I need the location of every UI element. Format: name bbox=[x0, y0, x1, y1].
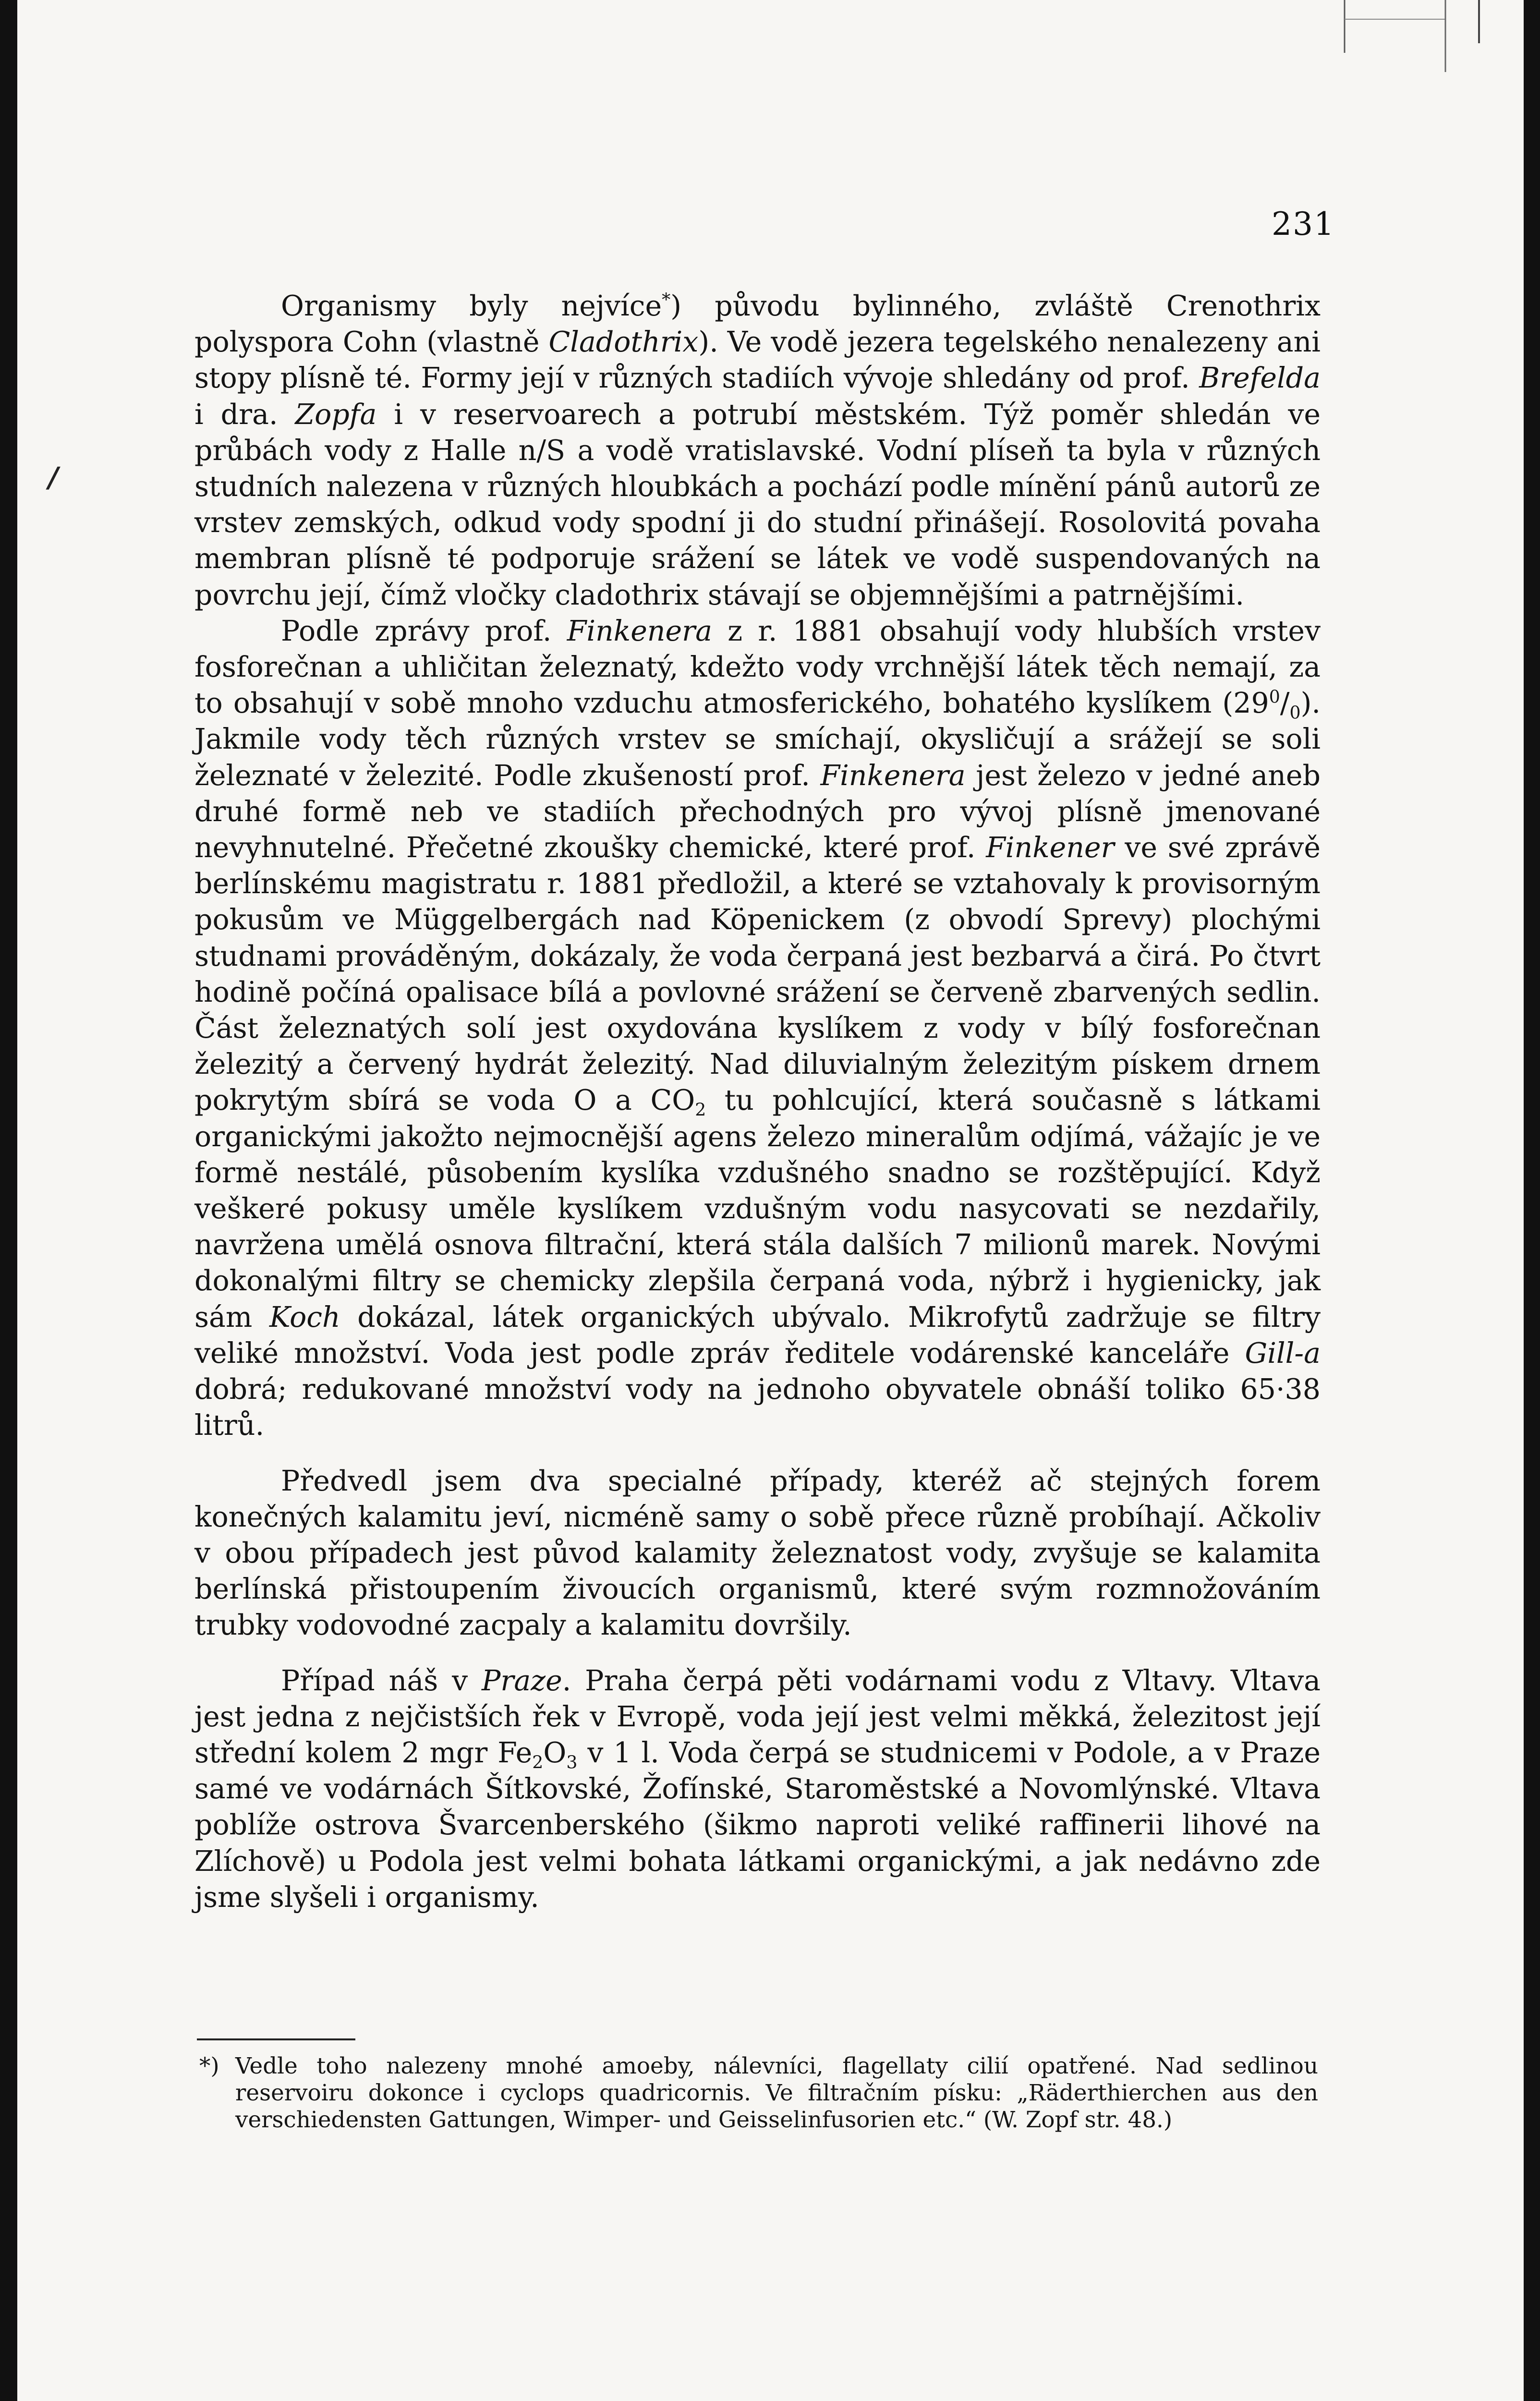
margin-mark: / bbox=[48, 461, 59, 494]
footnote-divider bbox=[197, 2038, 355, 2040]
footnote bbox=[199, 2053, 1318, 2134]
corner-registration-marks bbox=[1335, 0, 1489, 72]
paragraph-run-italic: Brefelda bbox=[1199, 362, 1321, 395]
body-text bbox=[194, 288, 1321, 1916]
footnote-run-text: Vedle toho nalezeny mnohé amoeby, nálevníci, flagellaty cilií opatřené. Nad sedlinou reservoiru dokonce i cyclops quadricornis. Ve filtračním písku: „Räderthierchen aus den verschiedensten Gattungen, Wimper- und Geisselinfusorien etc.“ (W. Zopf str. 48.) bbox=[235, 2053, 1318, 2133]
paragraph-run-text: z r. 1881 obsahují vody hlubších vrstev fosforečnan a uhličitan železnatý, kdežto vody vrchnější látek těch nemají, za to obsahují v sobě mnoho vzduchu atmosferického, bohatého kyslíkem (29 bbox=[194, 614, 1321, 720]
paragraph-run-text: Organismy byly nejvíce bbox=[281, 290, 662, 322]
paragraph-run-italic: Zopfa bbox=[295, 398, 377, 431]
footnote-text bbox=[235, 2053, 1318, 2133]
paragraph-run-italic: Gill-a bbox=[1245, 1336, 1321, 1370]
paragraph-run-text: Podle zprávy prof. bbox=[281, 614, 567, 647]
page-number: 231 bbox=[1272, 206, 1335, 243]
paragraph-run-text: Předvedl jsem dva specialné případy, kteréž ač stejných forem konečných kalamitu jeví, nicméně samy o sobě přece různě probíhají. Ačkoliv v obou případech jest původ kalamity železnatost vody, zvyšuje se kalamita berlínská přistoupením živoucích organismů, které svým rozmnožováním trubky vodovodné zacpaly a kalamitu dovršily. bbox=[194, 1464, 1321, 1642]
paragraph-run-text: ve své zprávě berlínskému magistratu r. 1881 předložil, a které se vztahovaly k provisorným pokusům ve Müggelbergách nad Köpenickem (z obvodí Sprevy) plochými studnami prováděným, dokázaly, že voda čerpaná jest bezbarvá a čirá. Po čtvrt hodině počíná opalisace bílá a povlovné srážení se červeně zbarvených sedlin. Část železnatých solí jest oxydována kyslíkem z vody v bílý fosforečnan železitý a červený hydrát železitý. Nad diluvialným železitým pískem drnem pokrytým sbírá se voda O a CO bbox=[194, 831, 1321, 1117]
footnote-marker: *) bbox=[199, 2053, 219, 2079]
paragraph bbox=[194, 288, 1321, 613]
paragraph bbox=[194, 1463, 1321, 1644]
paragraph bbox=[194, 613, 1321, 1444]
paragraph-run-italic: Finkenera bbox=[820, 759, 966, 792]
paragraph-run-text: ). Jakmile vody těch různých vrstev se smíchají, okysličují a srážejí se soli železnaté v železité. Podle zkušeností prof. bbox=[194, 687, 1321, 792]
paragraph-run-text: jest železo v jedné aneb druhé formě neb ve stadiích přechodných pro vývoj plísně jmenované nevyhnutelné. Přečetné zkoušky chemické, které prof. bbox=[194, 759, 1321, 864]
scan-edge-left bbox=[0, 0, 17, 2401]
paragraph-run-text: ) původu bylinného, zvláště Crenothrix polyspora Cohn (vlastně bbox=[194, 290, 1321, 359]
paragraph-run-subscript: 3 bbox=[566, 1752, 578, 1773]
paragraph-run-italic: Finkener bbox=[986, 831, 1115, 864]
paragraph-run-text: dokázal, látek organických ubývalo. Mikrofytů zadržuje se filtry veliké množství. Voda jest podle zpráv ředitele vodárenské kanceláře bbox=[194, 1300, 1321, 1370]
paragraph-run-superscript: 0 bbox=[1269, 686, 1280, 707]
paragraph-run-subscript: 0 bbox=[1289, 702, 1301, 723]
paragraph-run-text: tu pohlcující, která současně s látkami organickými jakožto nejmocnější agens železo mineralům odjímá, vážajíc je ve formě nestálé, působením kyslíka vzdušného snadno se rozštěpující. Když veškeré pokusy uměle kyslíkem vzdušným vodu nasycovati se nezdařily, navržena umělá osnova filtrační, která stála dalších 7 milionů marek. Novými dokonalými filtry se chemicky zlepšila čerpaná voda, nýbrž i hygienicky, jak sám bbox=[194, 1084, 1321, 1334]
scan-edge-right bbox=[1524, 0, 1540, 2401]
paragraph-run-text: ). Ve vodě jezera tegelského nenalezeny ani stopy plísně té. Formy její v různých stadiích vývoje shledány od prof. bbox=[194, 326, 1321, 395]
paragraph bbox=[194, 1663, 1321, 1916]
paragraph-run-text: dobrá; redukované množství vody na jednoho obyvatele obnáší toliko 65·38 litrů. bbox=[194, 1373, 1321, 1442]
paragraph-run-italic: Koch bbox=[269, 1300, 340, 1334]
paragraph-run-subscript: 2 bbox=[695, 1100, 706, 1121]
paragraph-run-text: / bbox=[1280, 687, 1290, 720]
paragraph-run-subscript: 2 bbox=[532, 1752, 544, 1773]
paragraph-run-italic: Finkenera bbox=[567, 614, 712, 647]
paragraph-run-text: v 1 l. Voda čerpá se studnicemi v Podole, a v Praze samé ve vodárnách Šítkovské, Žofínské, Staroměstské a Novomlýnské. Vltava poblíže ostrova Švarcenberského (šikmo naproti veliké raffinerii lihové na Zlíchově) u Podola jest velmi bohata látkami organickými, a jak nedávno zde jsme slyšeli i organismy. bbox=[194, 1736, 1321, 1914]
paragraph-run-text: Případ náš v bbox=[281, 1664, 482, 1697]
paragraph-run-italic: Praze bbox=[482, 1664, 562, 1697]
paragraph-run-text: . Praha čerpá pěti vodárnami vodu z Vltavy. Vltava jest jedna z nejčistších řek v Evropě, voda její jest velmi měkká, železitost její střední kolem 2 mgr Fe bbox=[194, 1664, 1321, 1769]
paragraph-run-text: O bbox=[543, 1736, 567, 1769]
paragraph-run-italic: Cladothrix bbox=[548, 326, 699, 359]
paragraph-run-superscript: * bbox=[662, 289, 671, 310]
paragraph-run-text: i dra. bbox=[194, 398, 295, 431]
paragraph-run-text: i v reservoarech a potrubí městském. Týž poměr shledán ve průbách vody z Halle n/S a vodě vratislavské. Vodní plíseň ta byla v různých studních nalezena v různých hloubkách a pochází podle mínění pánů autorů ze vrstev zemských, odkud vody spodní ji do studní přinášejí. Rosolovitá povaha membran plísně té podporuje srážení se látek ve vodě suspendovaných na povrchu její, čímž vločky cladothrix stávají se objemnějšími a patrnějšími. bbox=[194, 398, 1321, 611]
